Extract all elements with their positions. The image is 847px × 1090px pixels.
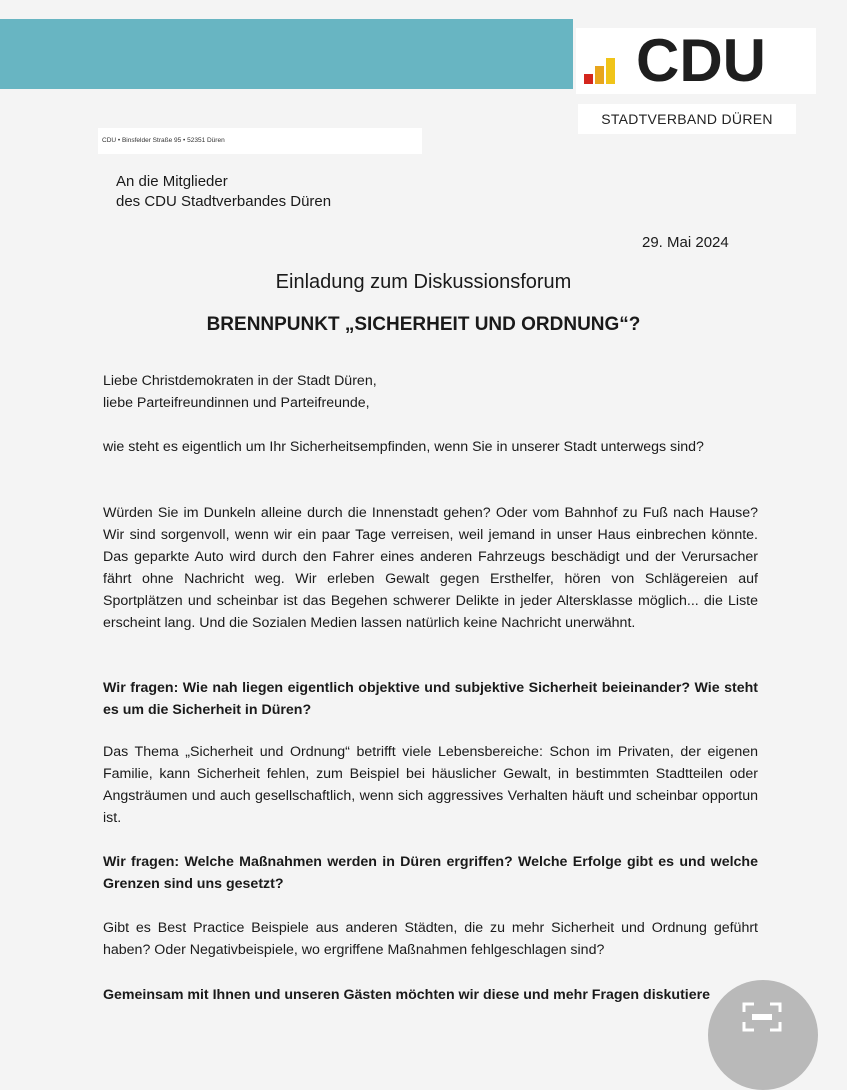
greeting xyxy=(103,370,758,414)
logo-bars-icon xyxy=(584,54,626,84)
greeting-line: Liebe Christdemokraten in der Stadt Düren, xyxy=(103,373,377,389)
body-paragraph: Gibt es Best Practice Beispiele aus anderen Städten, die zu mehr Sicherheit und Ordnung geführt haben? Oder Negativbeispiele, wo ergriffene Maßnahmen fehlgeschlagen sind? xyxy=(103,920,758,958)
body-paragraph: wie steht es eigentlich um Ihr Sicherheitsempfinden, wenn Sie in unserer Stadt unterwegs sind? xyxy=(103,439,704,455)
letter-date: 29. Mai 2024 xyxy=(642,234,729,251)
scan-button[interactable] xyxy=(708,980,818,1090)
body-paragraph: Würden Sie im Dunkeln alleine durch die Innenstadt gehen? Oder vom Bahnhof zu Fuß nach Hause? Wir sind sorgenvoll, wenn wir ein paar Tage verreisen, weil jemand in unser Haus einbrechen könnte. Das geparkte Auto wird durch den Fahrer eines anderen Fahrzeugs beschädigt und der Verursacher fährt ohne Nachricht weg. Wir erleben Gewalt gegen Ersthelfer, hören von Schlägereien auf Sportplätzen und scheinbar ist das Begehen schwerer Delikte in jeder Altersklasse möglich... die Liste erscheint lang. Und die Sozialen Medien lassen natürlich keine Nachricht unerwähnt. xyxy=(103,505,758,631)
closing-paragraph: Gemeinsam mit Ihnen und unseren Gästen möchten wir diese und mehr Fragen diskutiere xyxy=(103,987,711,1003)
sender-address: CDU • Binsfelder Straße 95 • 52351 Düren xyxy=(98,128,422,154)
letter-headline: BRENNPUNKT „SICHERHEIT UND ORDNUNG“? xyxy=(206,314,641,335)
question-paragraph: Wir fragen: Wie nah liegen eigentlich objektive und subjektive Sicherheit beieinander? Wie steht es um die Sicherheit in Düren? xyxy=(103,680,758,718)
body-paragraph: Das Thema „Sicherheit und Ordnung“ betrifft viele Lebensbereiche: Schon im Privaten, der eigenen Familie, kann Sicherheit fehlen, zum Beispiel bei häuslicher Gewalt, in bestimmten Stadtteilen oder Angsträumen und auch gesellschaftlich, wenn sich aggressives Verhalten häuft und scheinbar opportun ist. xyxy=(103,744,758,826)
recipient-line: des CDU Stadtverbandes Düren xyxy=(116,193,332,210)
scan-icon xyxy=(742,1002,782,1032)
city-label: STADTVERBAND DÜREN xyxy=(578,104,796,134)
header-accent-bar xyxy=(0,19,573,89)
question-paragraph: Wir fragen: Welche Maßnahmen werden in Düren ergriffen? Welche Erfolge gibt es und welche Grenzen sind uns gesetzt? xyxy=(103,854,758,892)
cdu-logo xyxy=(576,28,816,94)
letter-subject: Einladung zum Diskussionsforum xyxy=(275,271,572,293)
recipient-line: An die Mitglieder xyxy=(116,173,228,190)
logo-text: CDU xyxy=(636,27,766,94)
greeting-line: liebe Parteifreundinnen und Parteifreunde, xyxy=(103,395,370,411)
recipient-block xyxy=(116,172,331,212)
